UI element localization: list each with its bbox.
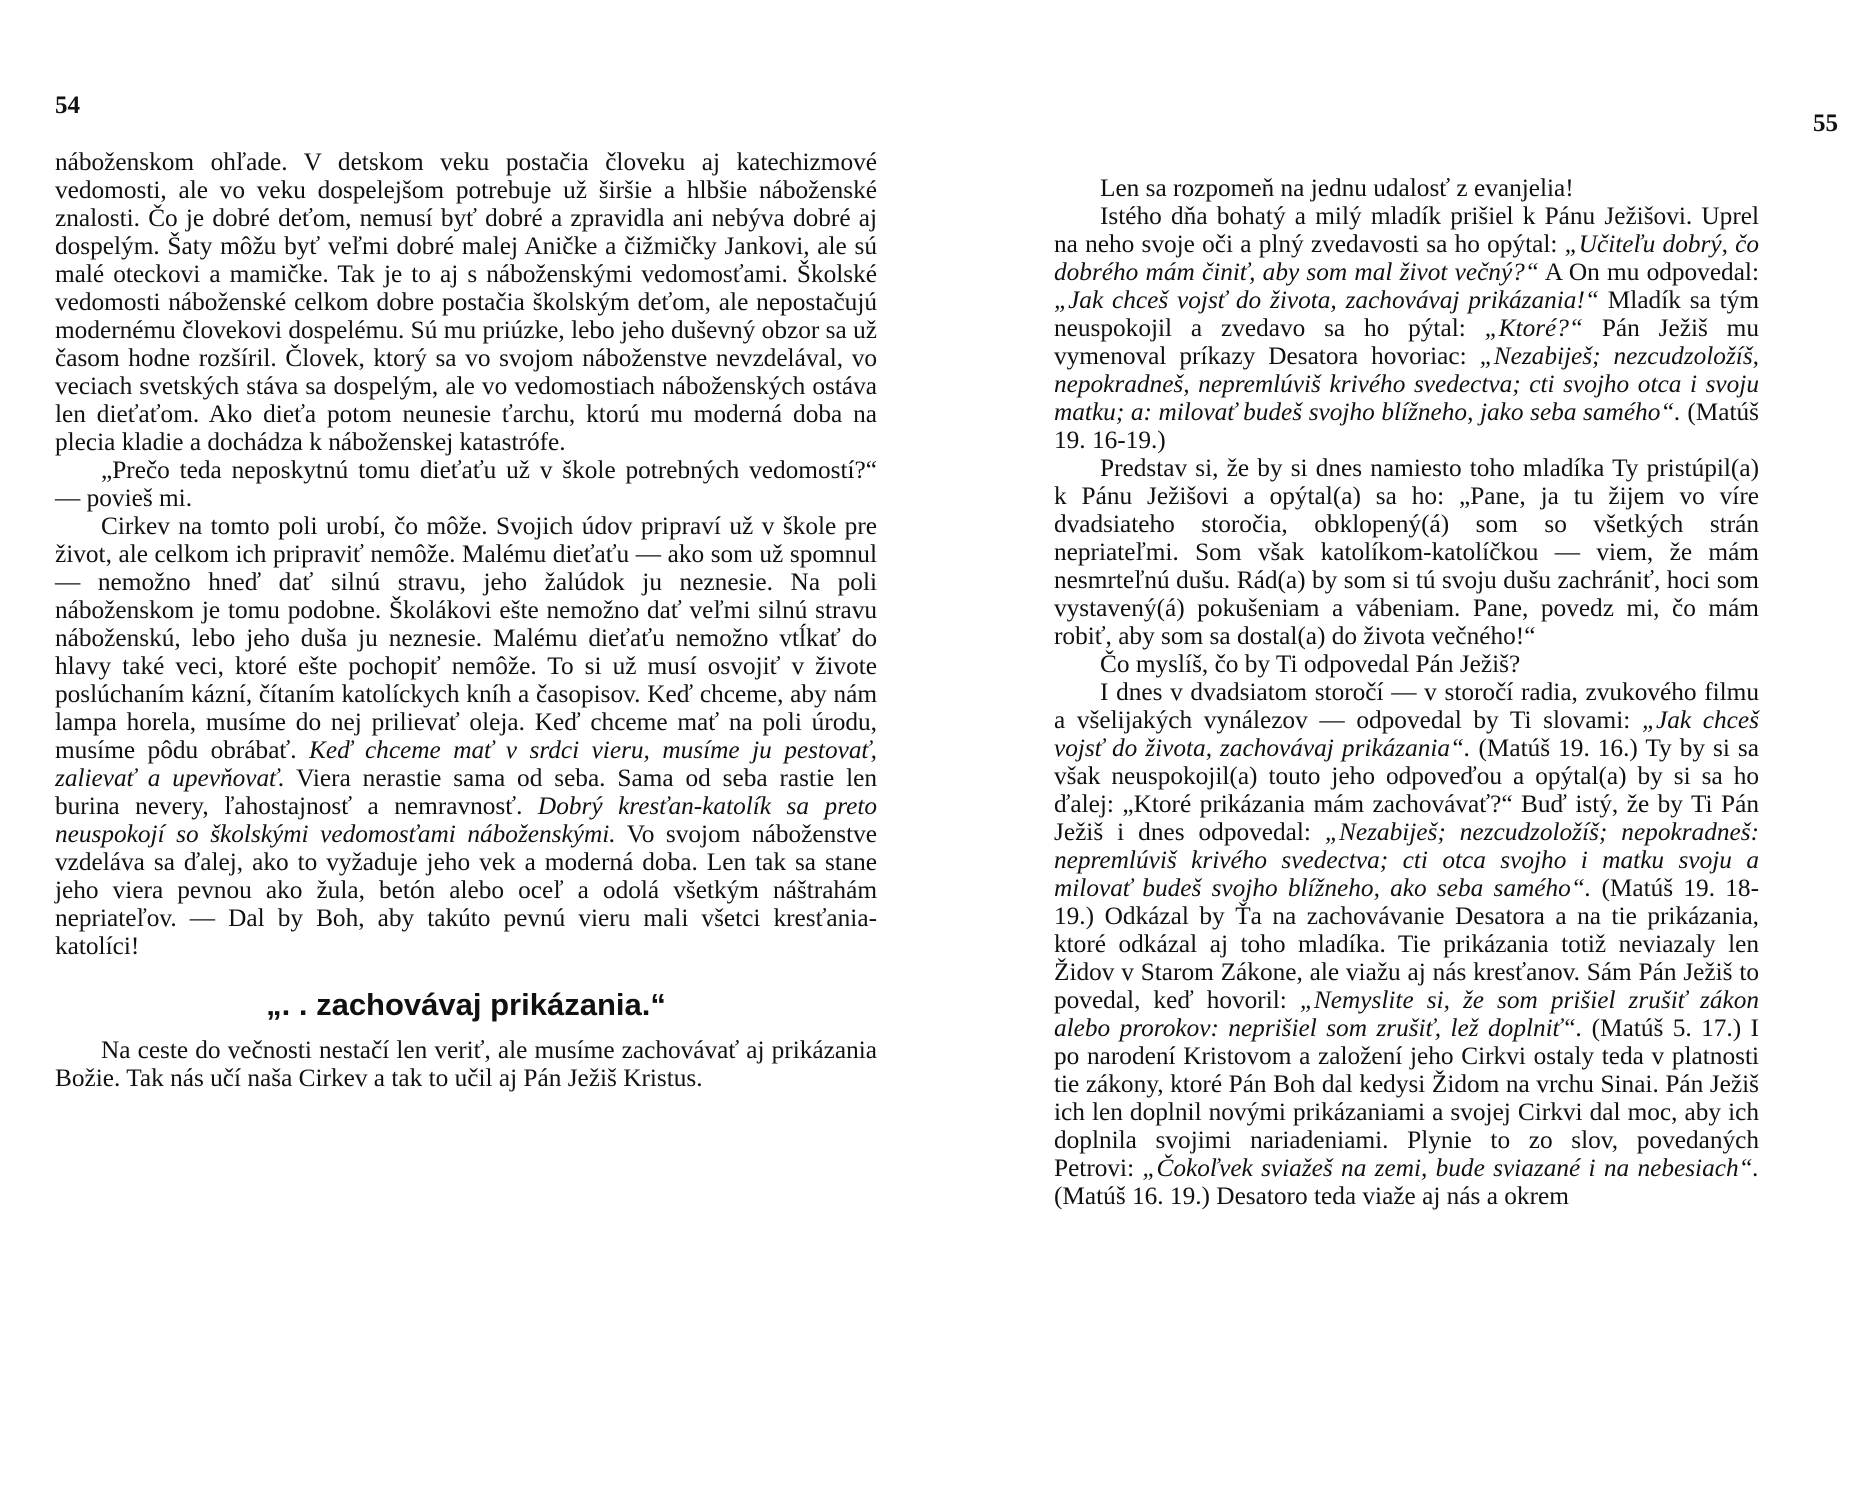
paragraph-text: (Matúš 16. 19.) Desatoro teda viaže aj nás a okrem bbox=[1054, 1182, 1569, 1210]
paragraph-text: I dnes v dvadsiatom storočí — v storočí radia, zvukového filmu a všelijakých vynálezov — odpovedal by Ti slovami: bbox=[1054, 678, 1759, 734]
paragraph-text: (Matúš 19. 16.) Ty by si sa však neuspokojil(a) touto jeho odpoveďou a opýtal(a) by si sa ho ďalej: „Ktoré prikázania mám zachovávať?“ Buď istý, že by Ti Pán Ježiš i dnes odpovedal: bbox=[1054, 734, 1759, 846]
paragraph-text: Pán Ježiš mu vymenoval príkazy Desatora hovoriac: bbox=[1054, 314, 1759, 370]
right-text-column bbox=[1054, 174, 1759, 1210]
page-number-right: 55 bbox=[1813, 110, 1838, 137]
italic-quote: „Čokoľvek sviažeš na zemi, bude sviazané i na nebesiach“. bbox=[1142, 1154, 1760, 1182]
paragraph bbox=[1054, 202, 1759, 454]
italic-quote: „Jak chceš vojsť do života, zachovávaj prikázania“. bbox=[1054, 706, 1759, 762]
italic-passage: Keď chceme mať v srdci vieru, musíme ju pestovať, zalievať a upevňovať. bbox=[55, 736, 877, 792]
italic-quote: „Jak chceš vojsť do života, zachovávaj prikázania!“ bbox=[1054, 286, 1599, 314]
paragraph: Na ceste do večnosti nestačí len veriť, ale musíme zachovávať aj prikázania Božie. Tak nás učí naša Cirkev a tak to učil aj Pán Ježiš Kristus. bbox=[55, 1036, 877, 1092]
paragraph: Len sa rozpomeň na jednu udalosť z evanjelia! bbox=[1100, 174, 1574, 202]
paragraph-text: (Matúš 5. 17.) I po narodení Kristovom a založení jeho Cirkvi ostaly teda v platnosti tie zákony, ktoré Pán Boh dal kedysi Židom na vrchu Sinai. Pán Ježiš ich len doplnil novými prikázaniami a svojej Cirkvi dal moc, aby ich doplnila svojimi nariadeniami. Plynie to zo slov, povedaných Petrovi: bbox=[1054, 1014, 1759, 1182]
italic-quote: „Učiteľu dobrý, čo dobrého mám činiť, aby som mal život večný?“ bbox=[1054, 230, 1759, 286]
paragraph-text: Mladík sa tým neuspokojil a zvedavo sa ho pýtal: bbox=[1054, 286, 1759, 342]
paragraph: „Prečo teda neposkytnú tomu dieťaťu už v škole potrebných vedomostí?“ — povieš mi. bbox=[55, 456, 877, 512]
paragraph bbox=[1054, 678, 1759, 1210]
italic-quote: „Nemyslite si, že som prišiel zrušiť zákon alebo prorokov: neprišiel som zrušiť, lež doplniť“. bbox=[1054, 986, 1760, 1042]
page-number-left: 54 bbox=[55, 92, 80, 119]
paragraph bbox=[55, 512, 877, 960]
italic-quote: „Ktoré?“ bbox=[1484, 314, 1584, 342]
section-heading: „. . zachovávaj prikázania.“ bbox=[266, 987, 666, 1022]
paragraph-text: Viera nerastie sama od seba. Sama od seba rastie len burina nevery, ľahostajnosť a nemravnosť. bbox=[55, 764, 877, 820]
italic-passage: Dobrý kresťan-katolík sa preto neuspokojí so školskými vedomosťami náboženskými. bbox=[55, 792, 878, 848]
paragraph: Čo myslíš, čo by Ti odpovedal Pán Ježiš? bbox=[1100, 650, 1521, 678]
italic-quote: „Nezabiješ; nezcudzoložíš; nepokradneš: nepremlúviš krivého svedectva; cti otca svojho i matku svoju a milovať budeš svojho blížneho, ako seba samého“. bbox=[1054, 818, 1759, 902]
citation: (Matúš 19. 16-19.) bbox=[1054, 398, 1759, 454]
paragraph-text: Vo svojom náboženstve vzdeláva sa ďalej, ako to vyžaduje jeho vek a moderná doba. Len tak sa stane jeho viera pevnou ako žula, betón alebo oceľ a odolá všetkým náštrahám nepriateľov. — Dal by Boh, aby takúto pevnú vieru mali všetci kresťania-katolíci! bbox=[55, 820, 878, 960]
paragraph: náboženskom ohľade. V detskom veku postačia človeku aj katechizmové vedomosti, ale vo veku dospelejšom potrebuje už širšie a hlbšie náboženské znalosti. Čo je dobré deťom, nemusí byť dobré a zpravidla ani nebýva dobré aj dospelým. Šaty môžu byť veľmi dobré malej Aničke a čižmičky Jankovi, ale sú malé oteckovi a mamičke. Tak je to aj s náboženskými vedomosťami. Školské vedomosti náboženské celkom dobre postačia školským deťom, ale nepostačujú modernému človekovi dospelému. Sú mu priúzke, lebo jeho duševný obzor sa už časom hodne rozšíril. Človek, ktorý sa vo svojom náboženstve nevzdelával, vo veciach svetských stáva sa dospelým, ale vo vedomostiach náboženských ostáva len dieťaťom. Ako dieťa potom neunesie ťarchu, ktorú mu moderná doba na plecia kladie a dochádza k náboženskej katastrófe. bbox=[55, 148, 877, 456]
italic-quote: „Nezabiješ; nezcudzoložíš, nepokradneš, nepremlúviš krivého svedectva; cti svojho otca i svoju matku; a: milovať budeš svojho blížneho, jako seba samého“. bbox=[1054, 342, 1759, 426]
paragraph-text: Cirkev na tomto poli urobí, čo môže. Svojich údov pripraví už v škole pre život, ale celkom ich pripraviť nemôže. Malému dieťaťu — ako som už spomnul — nemožno hneď dať silnú stravu, jeho žalúdok ju neznesie. Na poli náboženskom je tomu podobne. Školákovi ešte nemožno dať veľmi silnú stravu náboženskú, lebo jeho duša ju neznesie. Malému dieťaťu nemožno vtĺkať do hlavy také veci, ktoré ešte pochopiť nemôže. To si už musí osvojiť v živote poslúchaním kázní, čítaním katolíckych kníh a časopisov. Keď chceme, aby nám lampa horela, musíme do nej prilievať oleja. Keď chceme mať na poli úrodu, musíme pôdu obrábať. bbox=[55, 512, 877, 764]
paragraph-text: Istého dňa bohatý a milý mladík prišiel k Pánu Ježišovi. Uprel na neho svoje oči a plný zvedavosti sa ho opýtal: bbox=[1054, 202, 1759, 258]
paragraph-text: (Matúš 19. 18-19.) Odkázal by Ťa na zachovávanie Desatora a na tie prikázania, ktoré odkázal aj toho mladíka. Tie prikázania totiž neviazaly len Židov v Starom Zákone, ale viažu aj nás kresťanov. Sám Pán Ježiš to povedal, keď hovoril: bbox=[1054, 874, 1759, 1014]
paragraph: Predstav si, že by si dnes namiesto toho mladíka Ty pristúpil(a) k Pánu Ježišovi a opýtal(a) sa ho: „Pane, ja tu žijem vo víre dvadsiateho storočia, obklopený(á) som so všetkých strán nepriateľmi. Som však katolíkom-katolíčkou — viem, že mám nesmrteľnú dušu. Rád(a) by som si tú svoju dušu zachrániť, hoci som vystavený(á) pokušeniam a vábeniam. Pane, povedz mi, čo mám robiť, aby som sa dostal(a) do života večného!“ bbox=[1054, 454, 1759, 650]
left-text-column bbox=[55, 148, 877, 1092]
right-page bbox=[931, 0, 1862, 1500]
paragraph-text: A On mu odpovedal: bbox=[1544, 258, 1759, 286]
